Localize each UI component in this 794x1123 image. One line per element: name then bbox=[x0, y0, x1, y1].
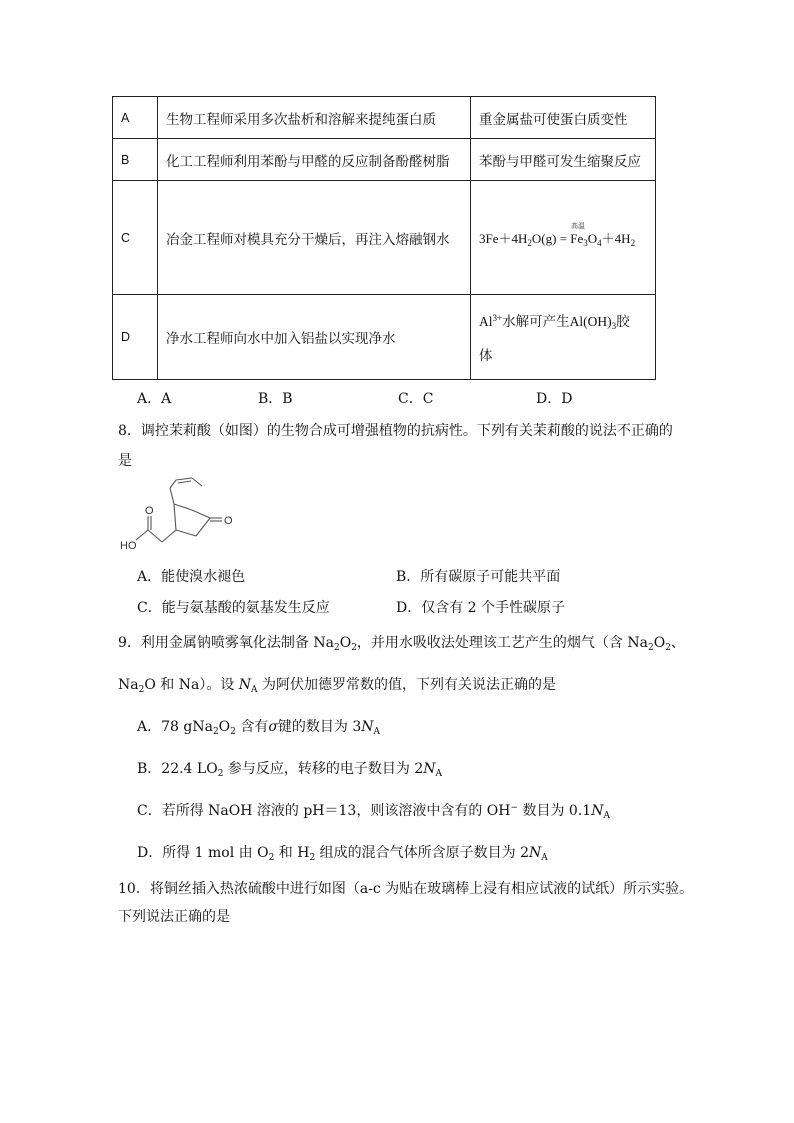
q9-option-c: C．若所得 NaOH 溶液的 pH＝13，则该溶液中含有的 OH− 数目为 $0.1N_A$ bbox=[137, 803, 610, 821]
q7-option-b: B．B bbox=[258, 391, 293, 407]
reaction-condition: 高温 bbox=[571, 221, 585, 230]
q8-option-d: D．仅含有 2 个手性碳原子 bbox=[396, 600, 566, 616]
row-description: 净水工程师向水中加入铝盐以实现净水 bbox=[158, 295, 471, 380]
q8-stem: 8．调控茉莉酸（如图）的生物合成可增强植物的抗病性。下列有关茉莉酸的说法不正确的 bbox=[118, 423, 673, 439]
row-letter: C bbox=[113, 181, 158, 295]
row-reason-continued: 体 bbox=[479, 348, 493, 364]
jasmonic-acid-structure bbox=[118, 476, 248, 556]
hydroxyl-label: HO bbox=[120, 540, 137, 552]
row-description: 化工工程师利用苯酚与甲醛的反应制备酚醛树脂 bbox=[158, 139, 471, 181]
q9-option-b: B．22.4 $LO_2$ 参与反应，转移的电子数目为 $2N_A$ bbox=[137, 761, 442, 779]
q8-option-a: A．能使溴水褪色 bbox=[137, 569, 246, 585]
table-row bbox=[113, 295, 656, 380]
q9-option-a: A．78 $gNa_2O_2$ 含有σ键的数目为 $3N_A$ bbox=[137, 719, 381, 737]
table-row bbox=[113, 181, 656, 295]
q9-stem-continued: $Na_2O$ 和 Na）。设 $N_A$ 为阿伏加德罗常数的值，下列有关说法正确的是 bbox=[118, 677, 556, 695]
q8-option-c: C．能与氨基酸的氨基发生反应 bbox=[137, 600, 330, 616]
q8-stem-continued: 是 bbox=[118, 453, 132, 469]
row-reason-equation bbox=[471, 181, 656, 295]
table-row bbox=[113, 97, 656, 139]
q7-option-d: D．D bbox=[536, 391, 573, 407]
q9-stem: 9．利用金属钠喷雾氧化法制备 $Na_2O_2$，并用水吸收法处理该工艺产生的烟气（含 $Na_2O_2$、 bbox=[118, 635, 685, 653]
row-description: 冶金工程师对模具充分干燥后，再注入熔融钢水 bbox=[158, 181, 471, 295]
reaction-equation: $3Fe+4H_2O(g)$ 高温 = $Fe_3O_4+4H_2$ bbox=[479, 221, 636, 248]
row-letter: B bbox=[113, 139, 158, 181]
row-description: 生物工程师采用多次盐析和溶解来提纯蛋白质 bbox=[158, 97, 471, 139]
q8-option-b: B．所有碳原子可能共平面 bbox=[396, 569, 561, 585]
row-reason: 重金属盐可使蛋白质变性 bbox=[471, 97, 656, 139]
q9-option-d: D．所得 1 mol 由 $O_2$ 和 $H_2$ 组成的混合气体所含原子数目为 $2N_A$ bbox=[137, 845, 548, 863]
q7-option-a: A．A bbox=[137, 391, 172, 407]
q7-option-c: C．C bbox=[398, 391, 434, 407]
q10-stem-continued: 下列说法正确的是 bbox=[118, 909, 230, 925]
row-letter: A bbox=[113, 97, 158, 139]
carbonyl-o-label: O bbox=[224, 515, 233, 527]
acid-o-label: O bbox=[145, 505, 154, 517]
q10-stem: 10．将铜丝插入热浓硫酸中进行如图（a-c 为贴在玻璃棒上浸有相应试液的试纸）所示实验。 bbox=[118, 881, 694, 897]
row-letter: D bbox=[113, 295, 158, 380]
row-reason: $Al^{3+}$水解可产生$Al(OH)_3$胶 体 bbox=[471, 295, 656, 380]
row-reason: 苯酚与甲醛可发生缩聚反应 bbox=[471, 139, 656, 181]
table-row bbox=[113, 139, 656, 181]
option-table bbox=[112, 96, 656, 380]
